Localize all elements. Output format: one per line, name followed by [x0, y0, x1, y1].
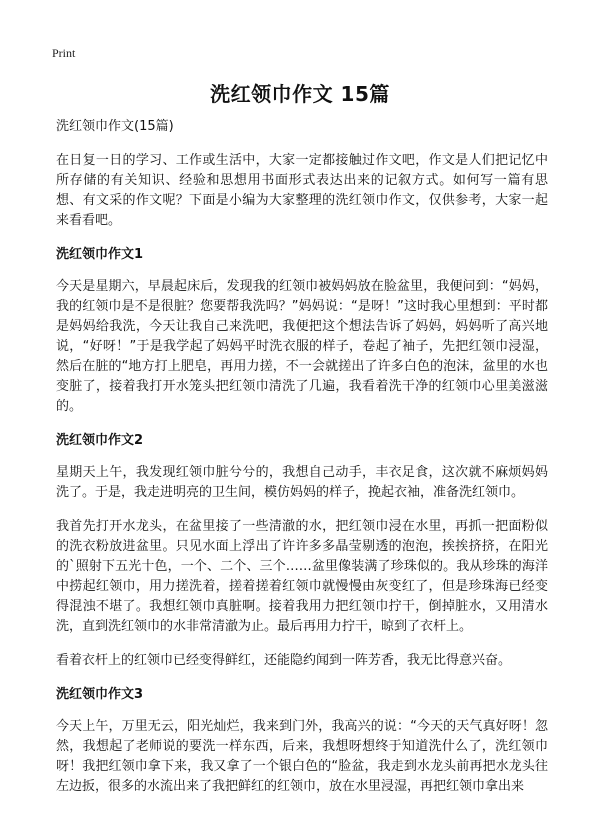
section-1-paragraph-1: 今天是星期六，早晨起床后，发现我的红领巾被妈妈放在脸盆里，我便问到：“妈妈，我的红领巾是不是很脏？您要帮我洗吗？”妈妈说：“是呀！”这时我心里想到：平时都是妈妈给我洗，今天让我自己来洗吧，我便把这个想法告诉了妈妈，妈妈听了高兴地说，“好呀！”于是我学起了妈妈平时洗衣服的样子，卷起了袖子，先把红领巾浸湿，然后在脏的“地方打上肥皂，再用力搓，不一会就搓出了许多白色的泡沫，盆里的水也变脏了，接着我打开水笼头把红领巾清洗了几遍，我看着洗干净的红领巾心里美滋滋的。: [56, 279, 548, 414]
document-subtitle: 洗红领巾作文(15篇): [56, 119, 174, 134]
print-link[interactable]: Print: [52, 46, 76, 60]
section-3-paragraph-1: 今天上午，万里无云，阳光灿烂，我来到门外，我高兴的说：“今天的天气真好呀！忽然，我想起了老师说的要洗一样东西，后来，我想呀想终于知道洗什么了，洗红领巾呀！我把红领巾拿下来，我又拿了一个银白色的“脸盆，我走到水龙头前再把水龙头往左边扳，很多的水流出来了我把鲜红的红领巾，放在水里浸湿，再把红领巾拿出来: [56, 719, 548, 794]
section-heading-3: 洗红领巾作文3: [56, 687, 144, 702]
section-heading-1: 洗红领巾作文1: [56, 247, 144, 262]
section-2-paragraph-1: 星期天上午，我发现红领巾脏兮兮的，我想自己动手，丰衣足食，这次就不麻烦妈妈洗了。于是，我走进明亮的卫生间，模仿妈妈的样子，挽起衣袖，准备洗红领巾。: [56, 465, 548, 500]
section-2-paragraph-2: 我首先打开水龙头，在盆里接了一些清澈的水，把红领巾浸在水里，再抓一把面粉似的洗衣粉放进盆里。只见水面上浮出了许许多多晶莹剔透的泡泡，挨挨挤挤，在阳光的`照射下五光十色，一个、二个、三个……盆里像装满了珍珠似的。我从珍珠的海洋中捞起红领巾，用力搓洗着，搓着搓着红领巾就慢慢由灰变红了，但是珍珠海已经变得混浊不堪了。我想红领巾真脏啊。接着我用力把红领巾拧干，倒掉脏水，又用清水洗，直到洗红领巾的水非常清澈为止。最后再用力拧干，晾到了衣杆上。: [56, 519, 548, 634]
page-title: 洗红领巾作文 15篇: [210, 82, 390, 106]
document-body: [56, 118, 548, 811]
intro-paragraph: 在日复一日的学习、工作或生活中，大家一定都接触过作文吧，作文是人们把记忆中所存储的有关知识、经验和思想用书面形式表达出来的记叙方式。如何写一篇有思想、有文采的作文呢？下面是小编为大家整理的洗红领巾作文，仅供参考，大家一起来看看吧。: [56, 153, 548, 228]
section-2-paragraph-3: 看着衣杆上的红领巾已经变得鲜红，还能隐约闻到一阵芳香，我无比得意兴奋。: [56, 653, 512, 668]
section-heading-2: 洗红领巾作文2: [56, 433, 144, 448]
